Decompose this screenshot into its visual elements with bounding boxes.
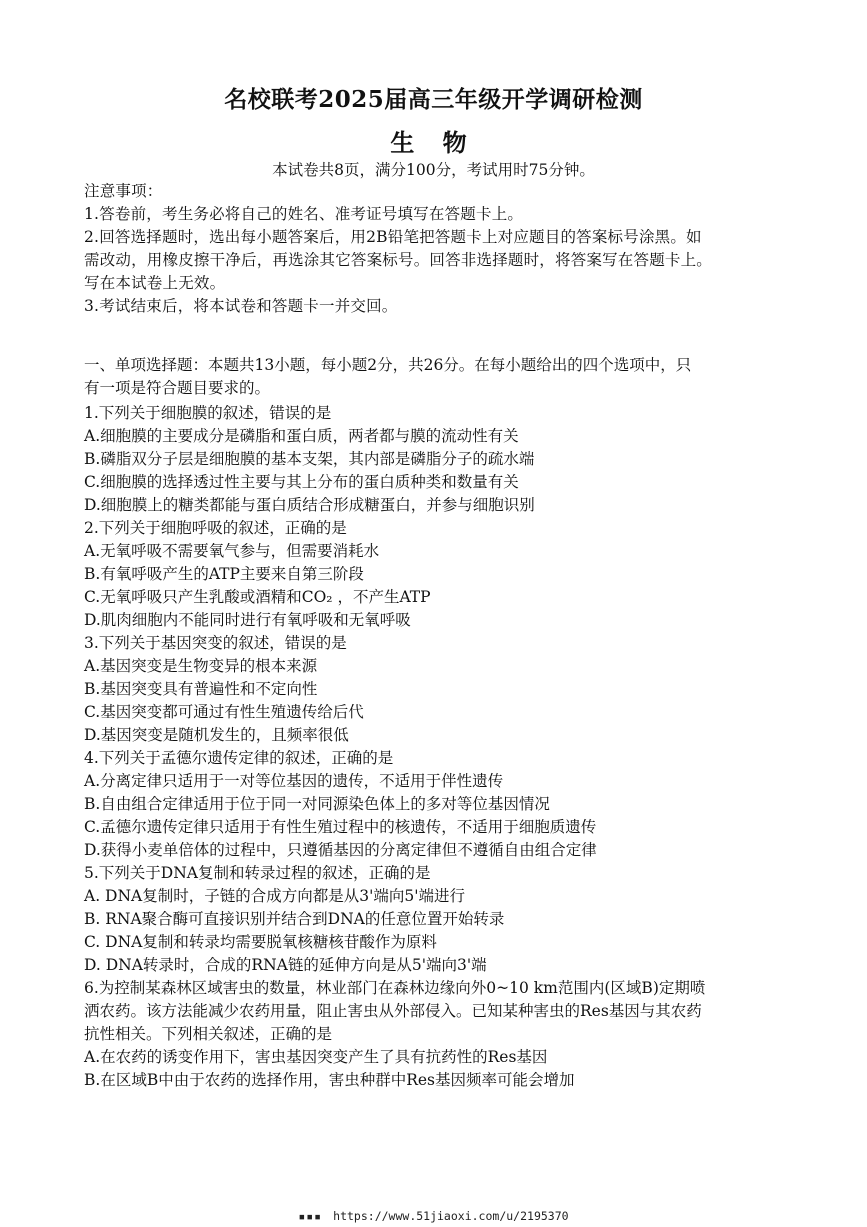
question-option: D.基因突变是随机发生的，且频率很低 — [84, 726, 349, 744]
notice-line: 3.考试结束后，将本试卷和答题卡一并交回。 — [84, 297, 398, 315]
questions-block — [84, 402, 784, 1092]
question-option: B.自由组合定律适用于位于同一对同源染色体上的多对等位基因情况 — [84, 795, 550, 813]
question-stem: 1.下列关于细胞膜的叙述，错误的是 — [84, 404, 332, 422]
question-option: B.在区域B中由于农药的选择作用，害虫种群中Res基因频率可能会增加 — [84, 1071, 575, 1089]
question-option: A.细胞膜的主要成分是磷脂和蛋白质，两者都与膜的流动性有关 — [84, 427, 519, 445]
notice-block — [84, 180, 784, 318]
question-stem: 抗性相关。下列相关叙述，正确的是 — [84, 1025, 333, 1043]
notice-line: 1.答卷前，考生务必将自己的姓名、准考证号填写在答题卡上。 — [84, 205, 524, 223]
site-logo: ▪▪▪ — [298, 1209, 323, 1223]
question-option: B.有氧呼吸产生的ATP主要来自第三阶段 — [84, 565, 364, 583]
question-option: A.在农药的诱变作用下，害虫基因突变产生了具有抗药性的Res基因 — [84, 1048, 548, 1066]
question-option: B. RNA聚合酶可直接识别并结合到DNA的任意位置开始转录 — [84, 910, 505, 928]
question-option: D.肌肉细胞内不能同时进行有氧呼吸和无氧呼吸 — [84, 611, 411, 629]
question-option: D.获得小麦单倍体的过程中，只遵循基因的分离定律但不遵循自由组合定律 — [84, 841, 597, 859]
question-option: C. DNA复制和转录均需要脱氧核糖核苷酸作为原料 — [84, 933, 437, 951]
question-option: B.磷脂双分子层是细胞膜的基本支架，其内部是磷脂分子的疏水端 — [84, 450, 535, 468]
notice-heading: 注意事项： — [84, 182, 163, 200]
section-line: 有一项是符合题目要求的。 — [84, 379, 271, 397]
question-stem: 洒农药。该方法能减少农药用量，阻止害虫从外部侵入。已知某种害虫的Res基因与其农药 — [84, 1002, 702, 1020]
question-option: A.无氧呼吸不需要氧气参与，但需要消耗水 — [84, 542, 380, 560]
question-option: C.无氧呼吸只产生乳酸或酒精和CO₂ ，不产生ATP — [84, 588, 431, 606]
notice-line: 2.回答选择题时，选出每小题答案后，用2B铅笔把答题卡上对应题目的答案标号涂黑。如 — [84, 228, 702, 246]
question-option: C.孟德尔遗传定律只适用于有性生殖过程中的核遗传，不适用于细胞质遗传 — [84, 818, 597, 836]
question-option: A.分离定律只适用于一对等位基因的遗传，不适用于伴性遗传 — [84, 772, 504, 790]
question-option: B.基因突变具有普遍性和不定向性 — [84, 680, 318, 698]
section-heading — [84, 354, 784, 400]
question-stem: 4.下列关于孟德尔遗传定律的叙述，正确的是 — [84, 749, 394, 767]
section-line: 一、单项选择题：本题共13小题，每小题2分，共26分。在每小题给出的四个选项中，只 — [84, 356, 692, 374]
question-option: A. DNA复制时，子链的合成方向都是从3'端向5'端进行 — [84, 887, 465, 905]
question-option: D. DNA转录时，合成的RNA链的延伸方向是从5'端向3'端 — [84, 956, 487, 974]
question-option: C.细胞膜的选择透过性主要与其上分布的蛋白质种类和数量有关 — [84, 473, 519, 491]
question-option: D.细胞膜上的糖类都能与蛋白质结合形成糖蛋白，并参与细胞识别 — [84, 496, 535, 514]
question-stem: 6.为控制某森林区域害虫的数量，林业部门在森林边缘向外0~10 km范围内(区域B)定期喷 — [84, 979, 706, 997]
question-stem: 5.下列关于DNA复制和转录过程的叙述，正确的是 — [84, 864, 431, 882]
question-option: A.基因突变是生物变异的根本来源 — [84, 657, 318, 675]
notice-line: 需改动，用橡皮擦干净后，再选涂其它答案标号。回答非选择题时，将答案写在答题卡上。 — [84, 251, 713, 269]
notice-line: 写在本试卷上无效。 — [84, 274, 226, 292]
exam-title: 名校联考2025届高三年级开学调研检测 — [224, 86, 643, 113]
question-stem: 3.下列关于基因突变的叙述，错误的是 — [84, 634, 347, 652]
question-option: C.基因突变都可通过有性生殖遗传给后代 — [84, 703, 364, 721]
exam-subject: 生 物 — [390, 128, 477, 157]
question-stem: 2.下列关于细胞呼吸的叙述，正确的是 — [84, 519, 347, 537]
exam-info: 本试卷共8页，满分100分，考试用时75分钟。 — [272, 161, 595, 179]
footer-url[interactable]: https://www.51jiaoxi.com/u/2195370 — [333, 1209, 569, 1223]
footer-watermark — [0, 1208, 867, 1224]
